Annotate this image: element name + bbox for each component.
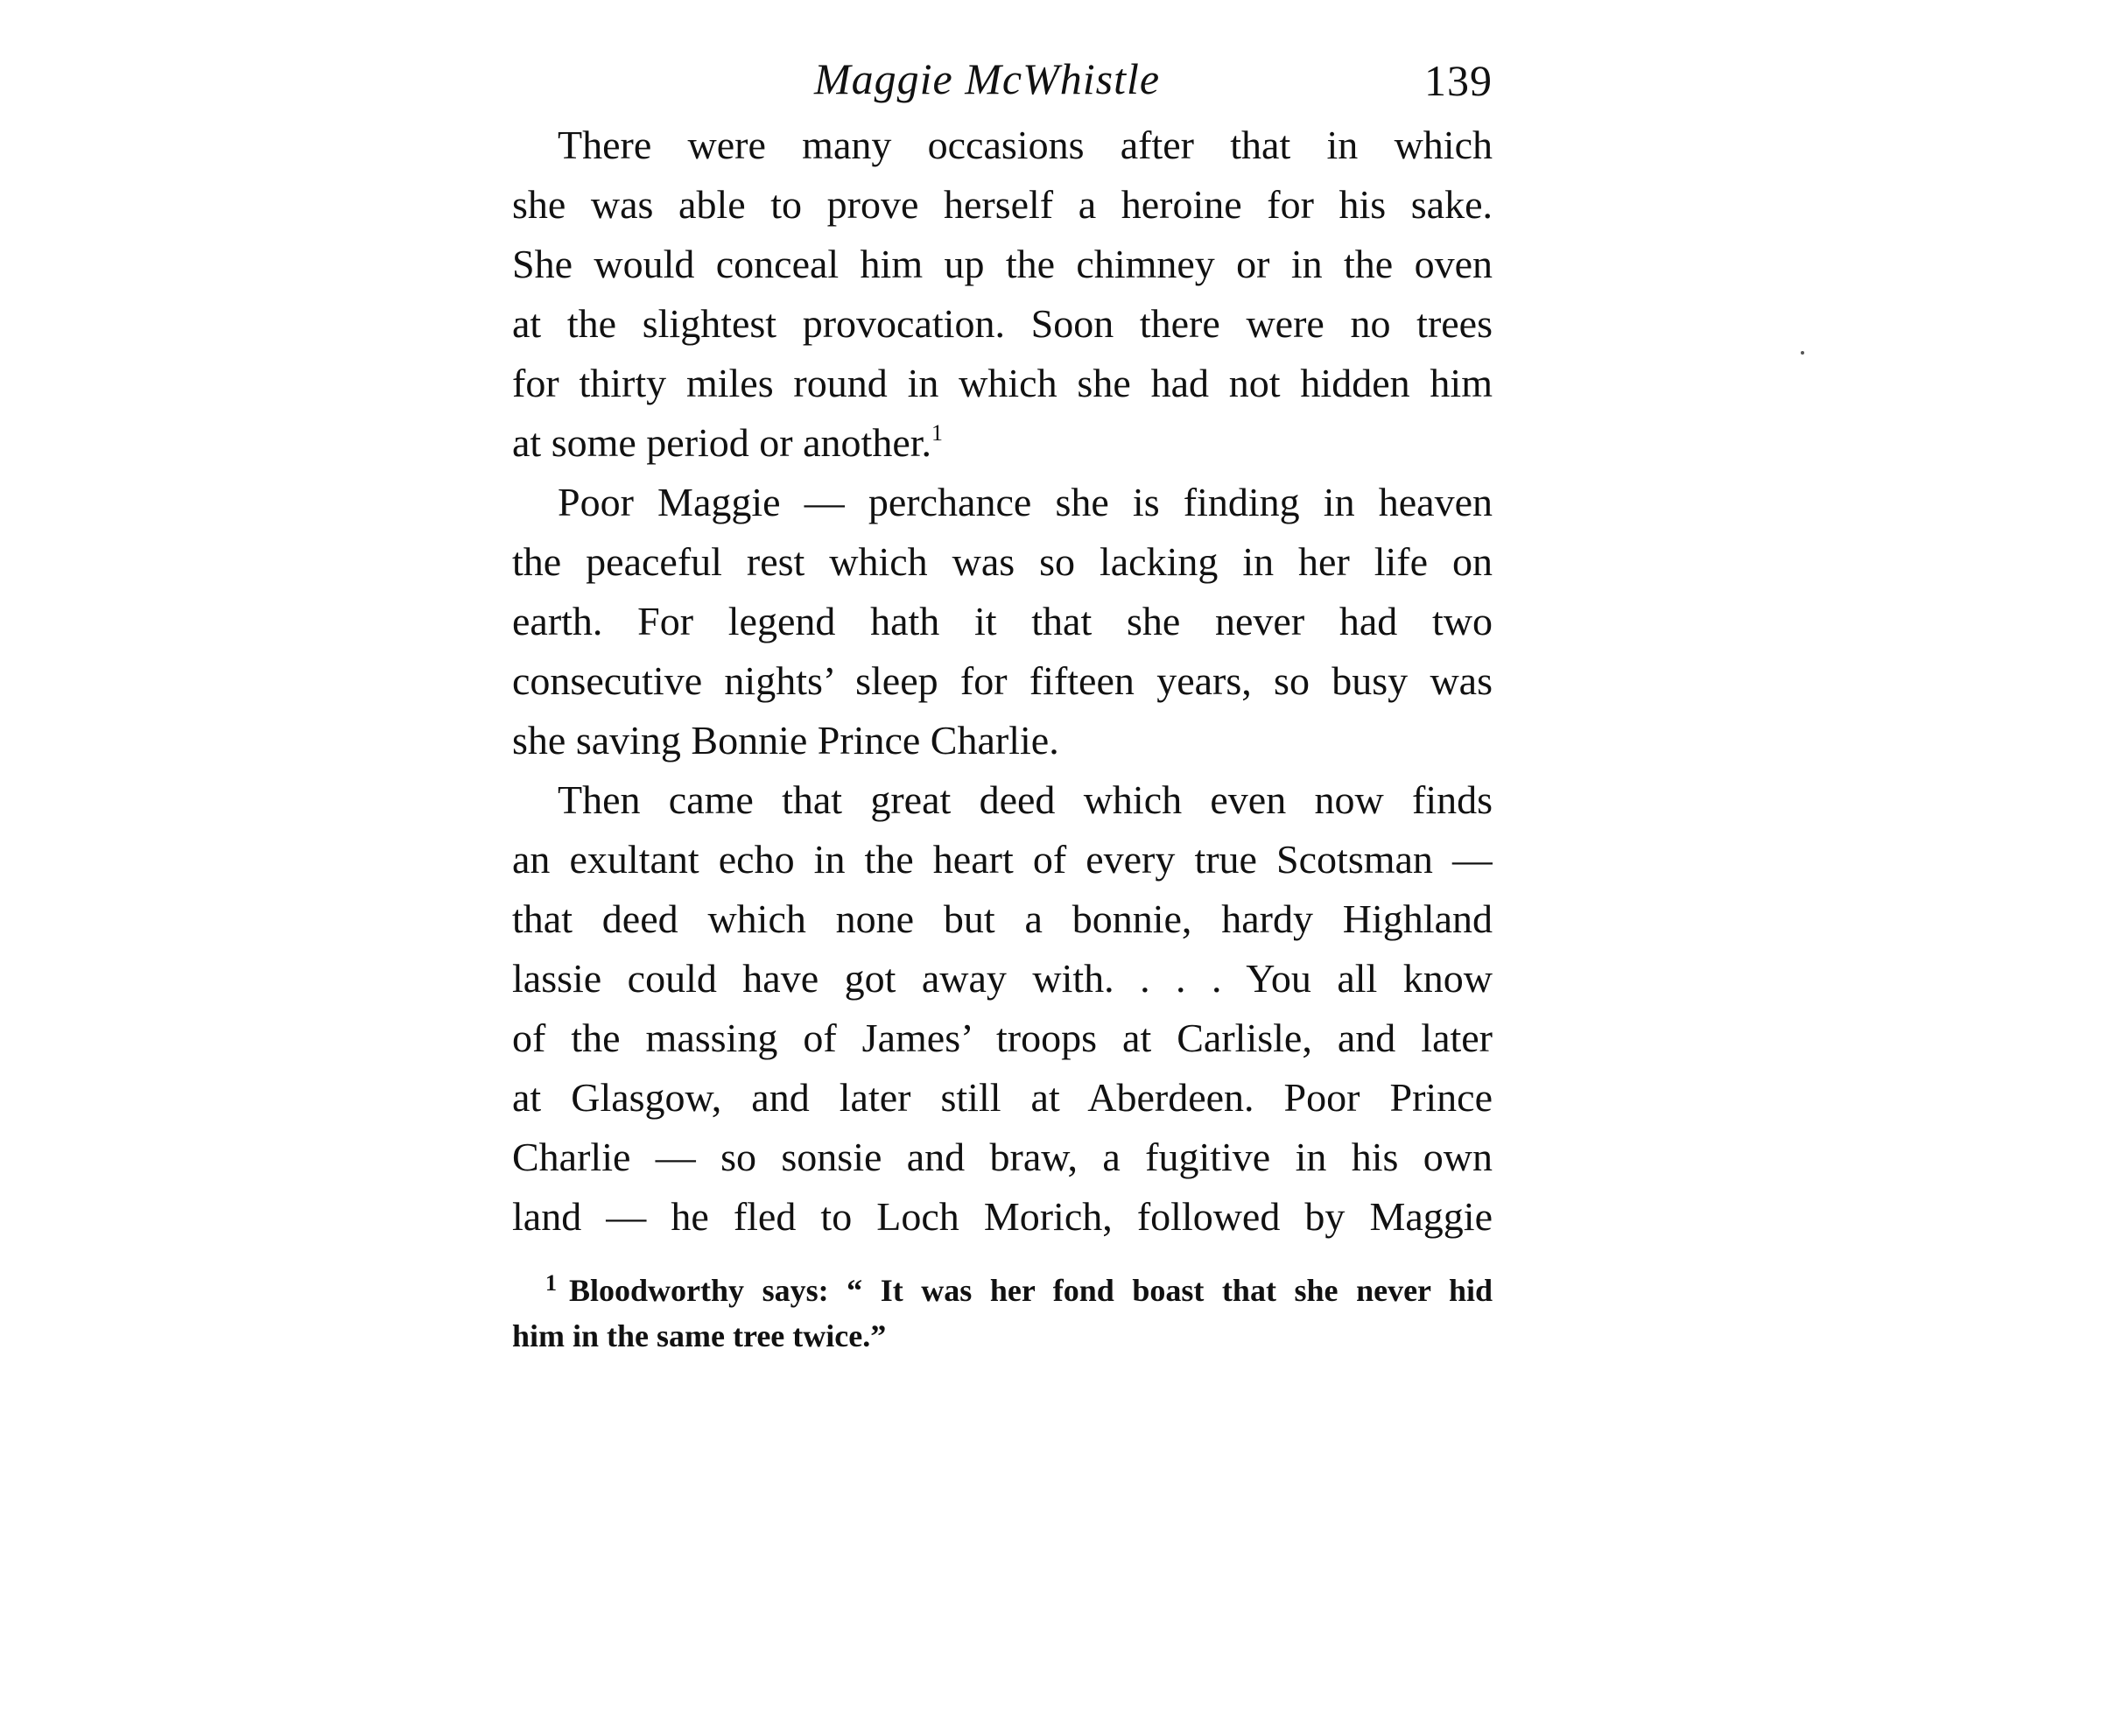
text-line: the peaceful rest which was so lacking in her life on <box>512 539 1493 584</box>
text-line: at Glasgow, and later still at Aberdeen. Poor Prince <box>512 1075 1493 1120</box>
text-line: There were many occasions after that in which <box>558 123 1493 167</box>
footnote-marker: 1 <box>931 420 944 446</box>
footnote <box>512 1268 1493 1359</box>
footnote-number: 1 <box>545 1270 557 1296</box>
running-title: Maggie McWhistle <box>814 54 1161 103</box>
text-line: Then came that great deed which even now finds <box>558 777 1493 822</box>
text-line: She would conceal him up the chimney or in the oven <box>512 242 1493 286</box>
text-line: at the slightest provocation. Soon there were no trees <box>512 301 1493 346</box>
text-line-with-footnote <box>512 413 1493 473</box>
text-line: that deed which none but a bonnie, hardy Highland <box>512 896 1493 941</box>
scan-speck <box>1801 351 1804 355</box>
paragraph <box>512 770 1493 1247</box>
footnote-text: Bloodworthy says: “ It was her fond boast that she never hid <box>569 1273 1493 1308</box>
body-text <box>512 116 1493 1247</box>
text-line: she was able to prove herself a heroine for his sake. <box>512 182 1493 227</box>
footnote-line: him in the same tree twice.” <box>512 1318 887 1353</box>
text-line: lassie could have got away with. . . . You all know <box>512 956 1493 1001</box>
text-line: land — he fled to Loch Morich, followed by Maggie <box>512 1194 1493 1239</box>
text-line: she saving Bonnie Prince Charlie. <box>512 718 1059 763</box>
text-line: an exultant echo in the heart of every true Scotsman — <box>512 837 1493 882</box>
text-line: earth. For legend hath it that she never had two <box>512 599 1493 643</box>
footnote-line <box>512 1268 1493 1313</box>
paragraph <box>512 116 1493 473</box>
page-number: 139 <box>1424 56 1493 105</box>
text-line: at some period or another. <box>512 420 932 465</box>
text-line: of the massing of James’ troops at Carlisle, and later <box>512 1016 1493 1060</box>
text-line: consecutive nights’ sleep for fifteen years, so busy was <box>512 658 1493 703</box>
paragraph <box>512 473 1493 770</box>
text-line: Poor Maggie — perchance she is finding in heaven <box>558 480 1493 524</box>
running-head <box>512 48 1493 109</box>
text-line: for thirty miles round in which she had not hidden him <box>512 361 1493 405</box>
text-line: Charlie — so sonsie and braw, a fugitive in his own <box>512 1135 1493 1179</box>
